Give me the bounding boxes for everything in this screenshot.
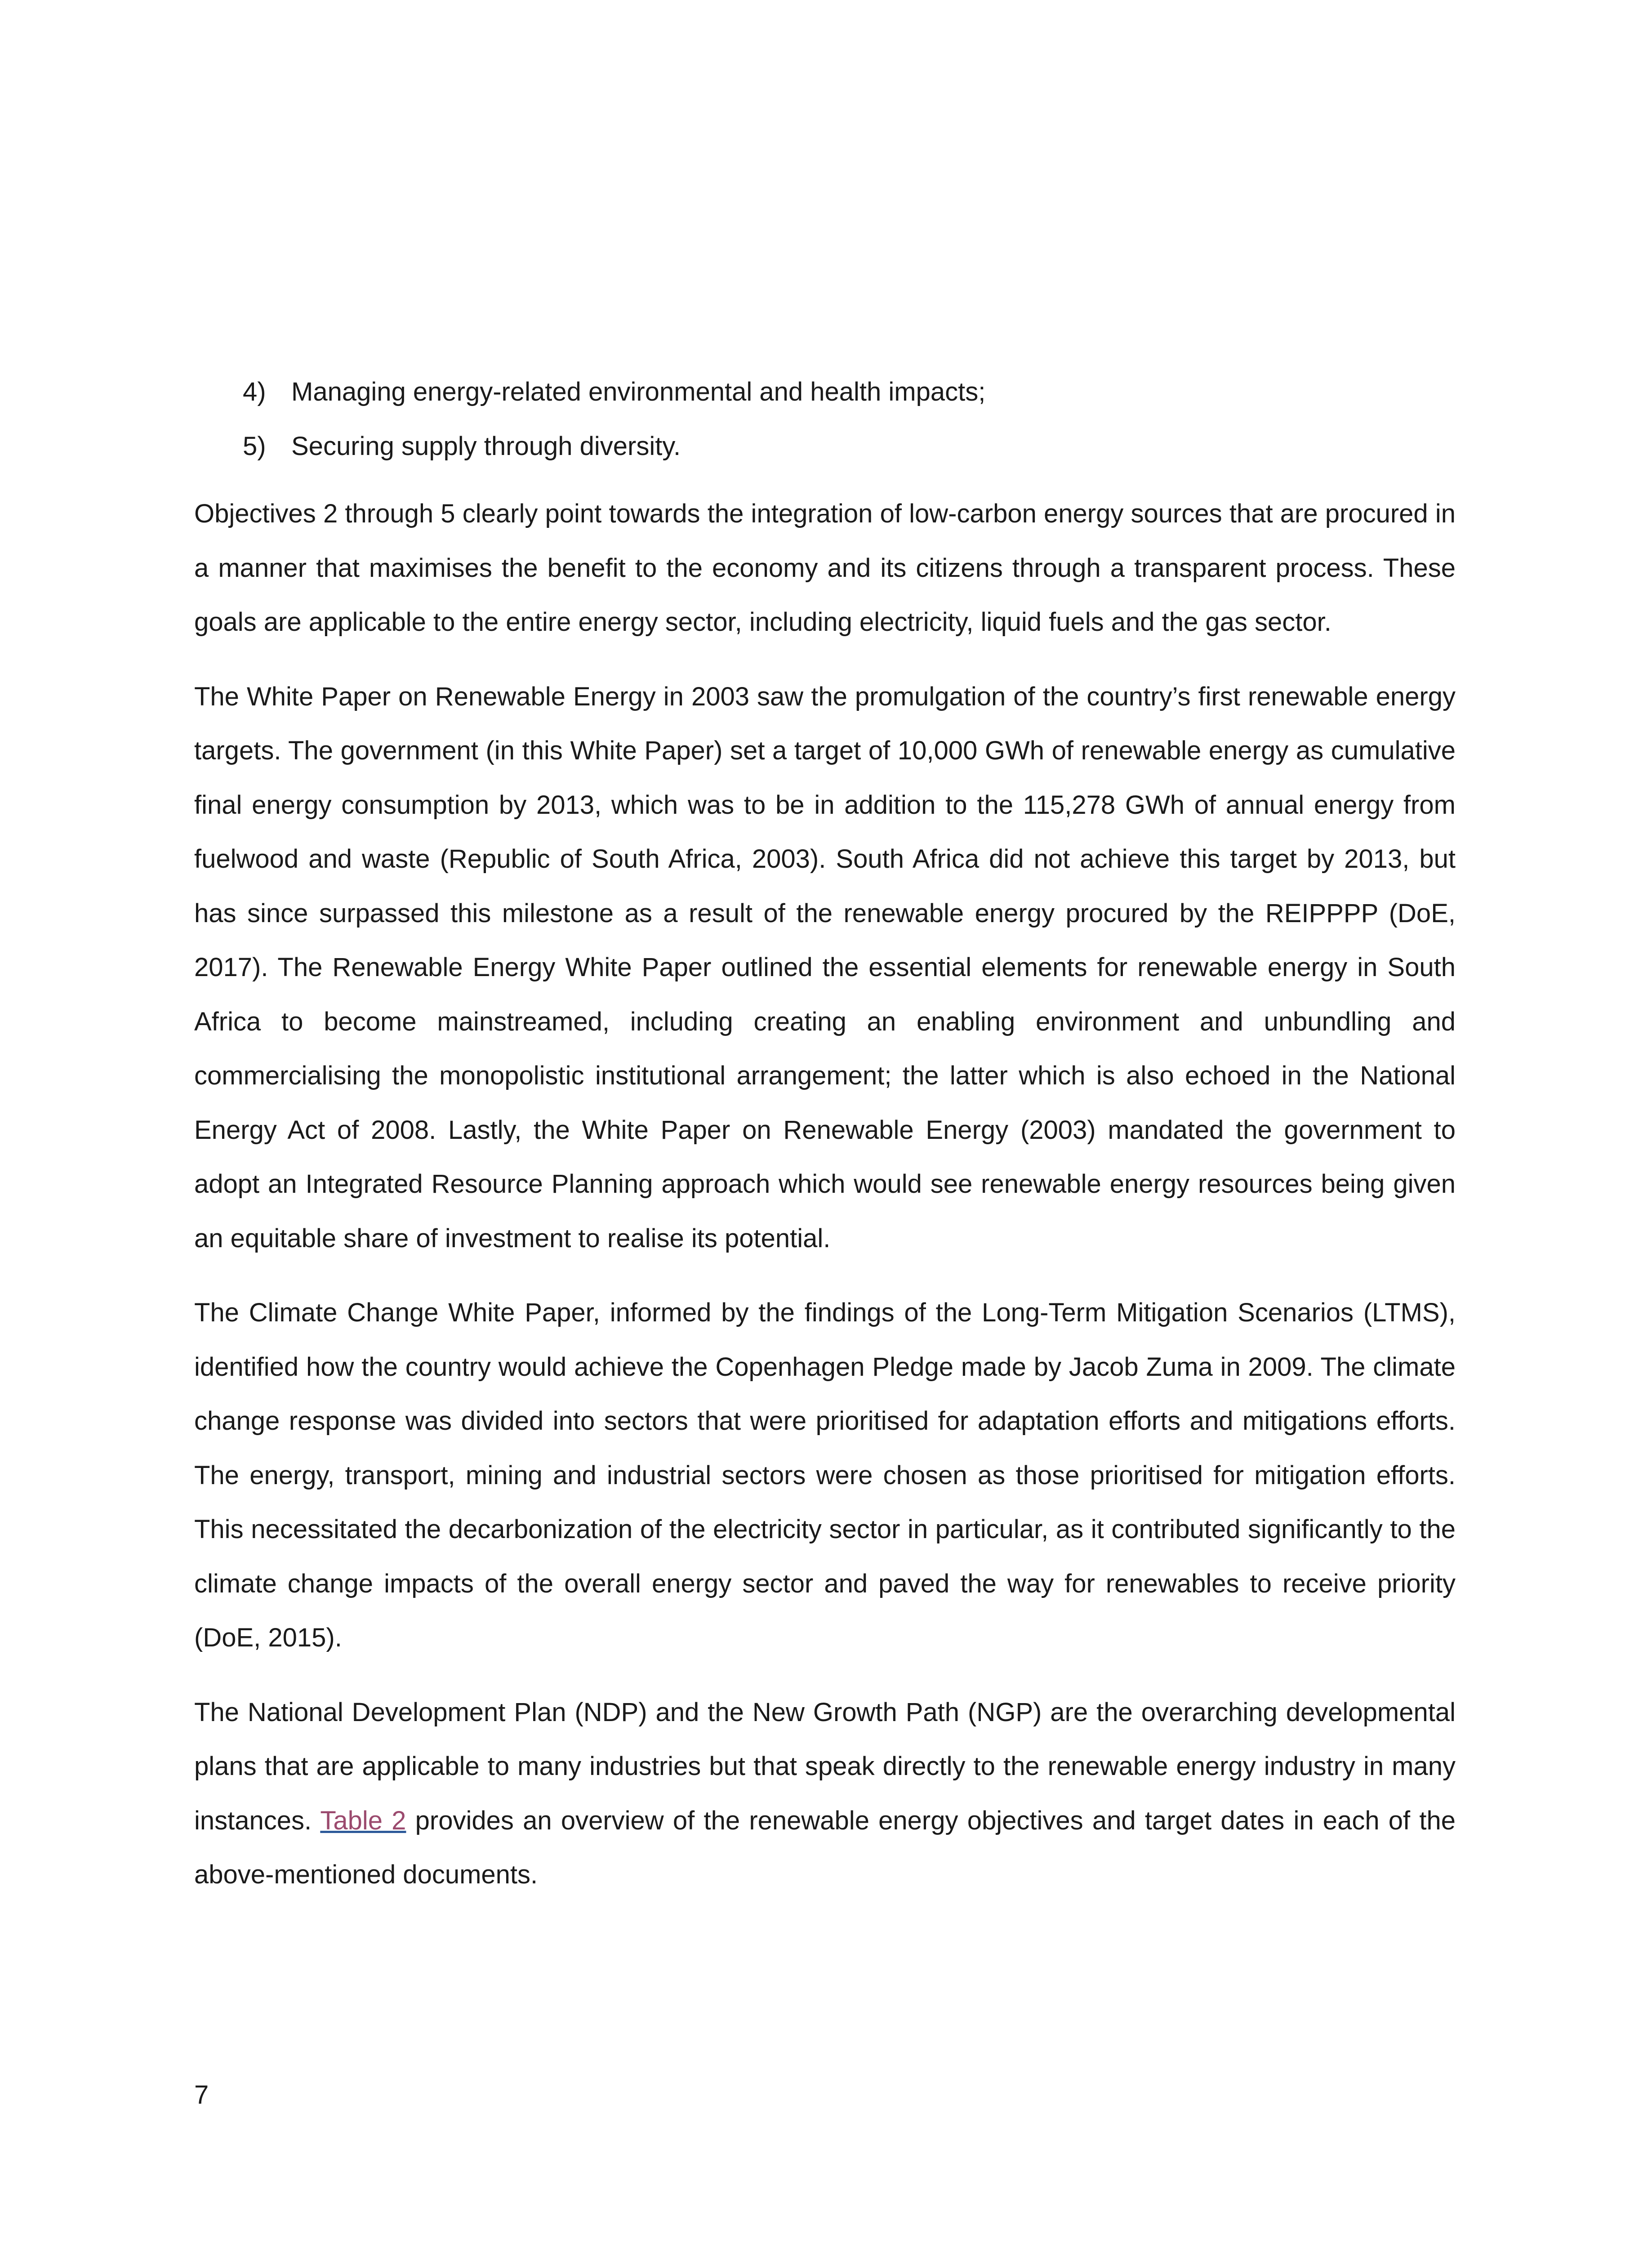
list-item-number: 4) (243, 377, 266, 406)
table-2-link[interactable]: Table 2 (320, 1806, 406, 1835)
list-item (194, 419, 1456, 474)
list-item-text: Managing energy-related environmental and health impacts; (291, 377, 986, 406)
paragraph-objectives: Objectives 2 through 5 clearly point towards the integration of low-carbon energy sources that are procured in a manner that maximises the benefit to the economy and its citizens through a transparent process. These goals are applicable to the entire energy sector, including electricity, liquid fuels and the gas sector. (194, 499, 1456, 637)
paragraph-ndp-ngp (194, 1686, 1456, 1902)
list-item-text: Securing supply through diversity. (291, 431, 681, 461)
paragraph-text: The National Development Plan (NDP) and the New Growth Path (NGP) are the overarching developmental plans that are applicable to many industries but that speak directly to the renewable energy industry in many instances. (194, 1697, 1456, 1835)
body-text (194, 365, 1456, 1922)
paragraph-climate-change-white-paper: The Climate Change White Paper, informed by the findings of the Long-Term Mitigation Scenarios (LTMS), identified how the country would achieve the Copenhagen Pledge made by Jacob Zuma in 2009. The climate change response was divided into sectors that were prioritised for adaptation efforts and mitigations efforts. The energy, transport, mining and industrial sectors were chosen as those prioritised for mitigation efforts. This necessitated the decarbonization of the electricity sector in particular, as it contributed significantly to the climate change impacts of the overall energy sector and paved the way for renewables to receive priority (DoE, 2015). (194, 1298, 1456, 1652)
page-number: 7 (194, 2080, 209, 2110)
paragraph-text: provides an overview of the renewable energy objectives and target dates in each of the above-mentioned documents. (194, 1806, 1456, 1889)
paragraph-white-paper-renewable-energy: The White Paper on Renewable Energy in 2003 saw the promulgation of the country’s first renewable energy targets. The government (in this White Paper) set a target of 10,000 GWh of renewable energy as cumulative final energy consumption by 2013, which was to be in addition to the 115,278 GWh of annual energy from fuelwood and waste (Republic of South Africa, 2003). South Africa did not achieve this target by 2013, but has since surpassed this milestone as a result of the renewable energy procured by the REIPPPP (DoE, 2017). The Renewable Energy White Paper outlined the essential elements for renewable energy in South Africa to become mainstreamed, including creating an enabling environment and unbundling and commercialising the monopolistic institutional arrangement; the latter which is also echoed in the National Energy Act of 2008. Lastly, the White Paper on Renewable Energy (2003) mandated the government to adopt an Integrated Resource Planning approach which would see renewable energy resources being given an equitable share of investment to realise its potential. (194, 682, 1456, 1253)
numbered-list (194, 365, 1456, 473)
list-item-number: 5) (243, 431, 266, 461)
list-item (194, 365, 1456, 419)
